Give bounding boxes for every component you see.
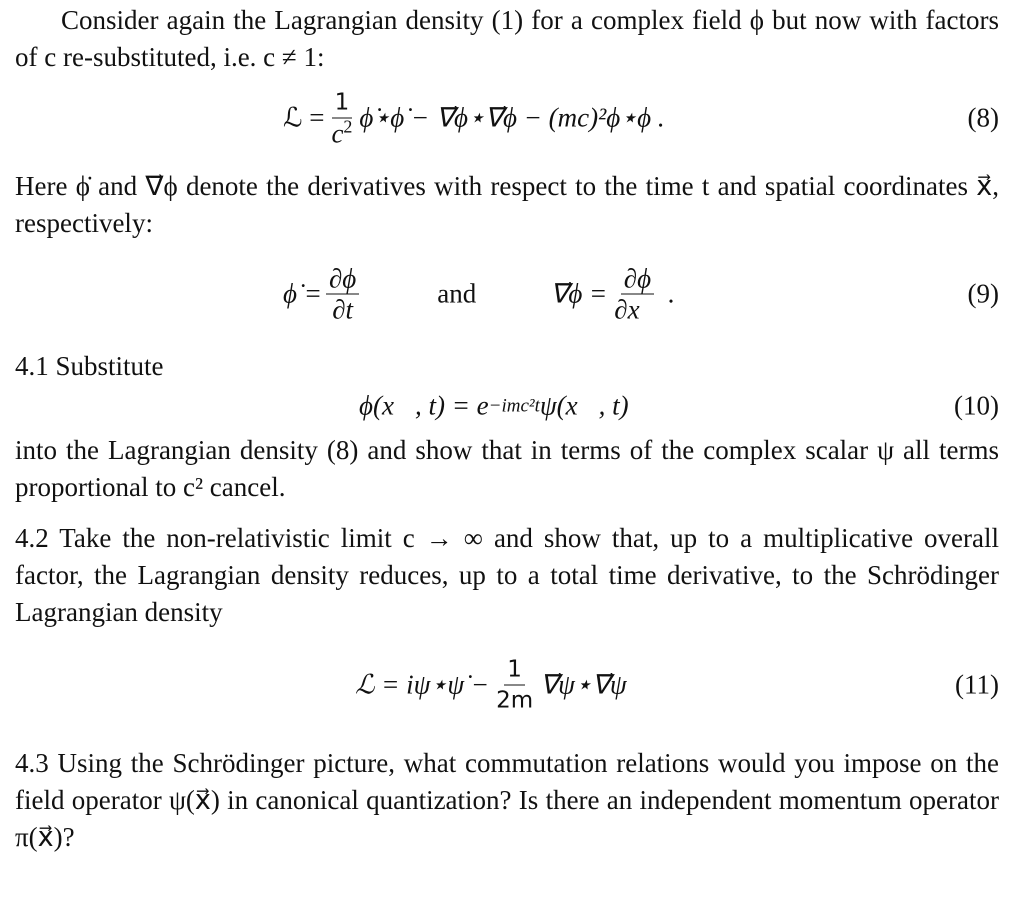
equation-10: ϕ(x⃗, t) = e −imc²t ψ(x⃗, t) (10) bbox=[15, 385, 999, 427]
eq11-fraction bbox=[493, 655, 536, 716]
eq11-frac-den: 2m bbox=[496, 687, 534, 714]
eq8-frac-den: c bbox=[331, 118, 344, 149]
eq11-lhs: ℒ = iψ⋆ψ̇ − bbox=[355, 669, 490, 700]
eq9-lhs-time: ϕ̇ = bbox=[283, 278, 322, 309]
eq9-tail: . bbox=[667, 278, 675, 309]
item-4-2-label: 4.2 bbox=[15, 523, 49, 553]
eq11-frac-num: 1 bbox=[504, 655, 525, 686]
equation-11 bbox=[15, 631, 999, 739]
eq11-number: (11) bbox=[955, 669, 999, 700]
eq8-lhs: ℒ = bbox=[283, 102, 325, 133]
eq9-and: and bbox=[437, 278, 477, 309]
eq9-number: (9) bbox=[967, 278, 999, 309]
eq8-frac-num: 1 bbox=[332, 88, 353, 119]
problem-page bbox=[15, 2, 999, 856]
eq8-number: (8) bbox=[967, 102, 999, 133]
item-4-3 bbox=[15, 745, 999, 856]
item-4-2 bbox=[15, 520, 999, 631]
eq9-frac1-den: ∂t bbox=[332, 294, 354, 325]
item-4-1-text: Substitute bbox=[55, 351, 164, 381]
item-4-2-text: Take the non-relativistic limit c → ∞ and show that, up to a multiplicative overall factor, the Lagrangian density reduces, up to a total time derivative, to the Schrödinger Lagrangian density bbox=[15, 523, 1000, 627]
eq10-lhs: ϕ(x⃗, t) = e bbox=[359, 390, 489, 421]
eq10-number: (10) bbox=[954, 390, 999, 421]
eq10-rhs: ψ(x⃗, t) bbox=[539, 390, 629, 421]
eq11-rhs: ∇⃗ψ⋆∇⃗ψ bbox=[540, 669, 627, 700]
eq9-lhs-space: ∇⃗ϕ = bbox=[550, 278, 608, 309]
intro-paragraph: Consider again the Lagrangian density (1) for a complex field ϕ but now with factors of c re-substituted, i.e. c ≠ 1: bbox=[15, 5, 999, 72]
item-4-3-label: 4.3 bbox=[15, 748, 49, 778]
eq9-frac2-num: ∂ϕ bbox=[621, 264, 654, 295]
eq9-frac2-den: ∂x⃗ bbox=[614, 294, 661, 325]
eq9-frac1-num: ∂ϕ bbox=[326, 264, 359, 295]
derivatives-paragraph: Here ϕ̇ and ∇⃗ϕ denote the derivatives with respect to the time t and spatial coordinates x⃗, respectively: bbox=[15, 171, 999, 238]
equation-9 bbox=[15, 242, 999, 346]
eq8-rhs: ϕ̇⋆ϕ̇ − ∇⃗ϕ⋆∇⃗ϕ − (mc)²ϕ⋆ϕ . bbox=[359, 102, 665, 133]
item-4-3-text: Using the Schrödinger picture, what commutation relations would you impose on the field operator ψ(x⃗) in canonical quantization? Is there an independent momentum operator π(x⃗)? bbox=[15, 748, 999, 852]
item-4-1-label: 4.1 bbox=[15, 351, 49, 381]
eq8-frac-den-sup: 2 bbox=[343, 116, 353, 137]
into-paragraph: into the Lagrangian density (8) and show that in terms of the complex scalar ψ all terms proportional to c² cancel. bbox=[15, 435, 999, 502]
eq9-fraction-time bbox=[326, 264, 359, 325]
eq8-fraction bbox=[328, 88, 355, 149]
equation-8 bbox=[15, 76, 999, 160]
eq9-fraction-space bbox=[611, 264, 663, 325]
item-4-1 bbox=[15, 348, 999, 385]
